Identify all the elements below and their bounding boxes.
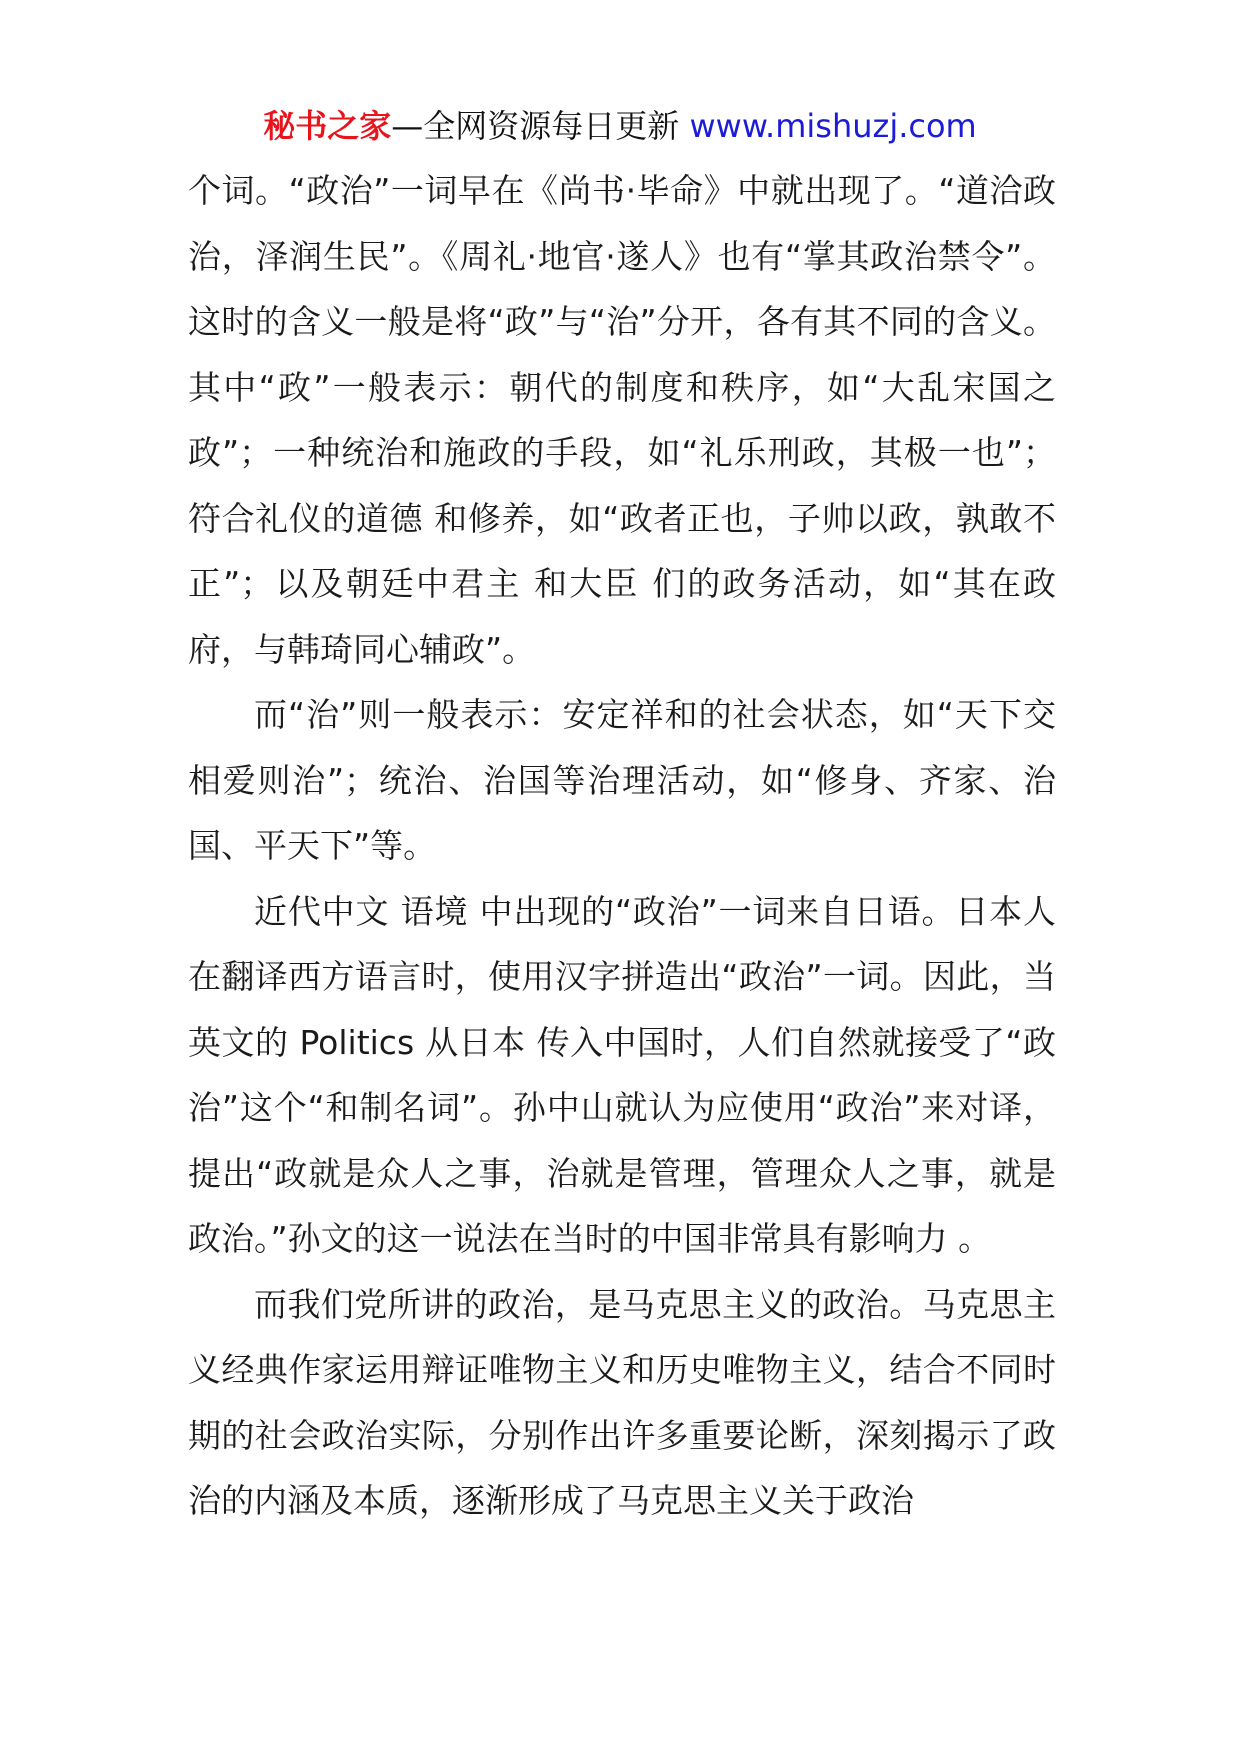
page-header [0, 104, 1240, 148]
paragraph-continued: 个词。“政治”一词早在《尚书·毕命》中就出现了。“道洽政治，泽润生民”。《周礼·地官·遂人》也有“掌其政治禁令”。这时的含义一般是将“政”与“治”分开，各有其不同的含义。其中“政”一般表示：朝代的制度和秩序，如“大乱宋国之政”；一种统治和施政的手段，如“礼乐刑政，其极一也”；符合礼仪的道德 和修养，如“政者正也，子帅以政，孰敢不正”；以及朝廷中君主 和大臣 们的政务活动，如“其在政府，与韩琦同心辅政”。 [188, 171, 1056, 669]
header-tagline: —全网资源每日更新 [391, 107, 680, 145]
site-url-link[interactable]: www.mishuzj.com [689, 107, 977, 145]
brand-name: 秘书之家 [263, 107, 392, 145]
paragraph: 而“治”则一般表示：安定祥和的社会状态，如“天下交相爱则治”；统治、治国等治理活动，如“修身、齐家、治国、平天下”等。 [188, 695, 1056, 865]
paragraph: 近代中文 语境 中出现的“政治”一词来自日语。日本人 在翻译西方语言时，使用汉字拼造出“政治”一词。因此，当英文的 Politics 从日本 传入中国时，人们自然就接受了“政治”这个“和制名词”。孙中山就认为应使用“政治”来对译，提出“政就是众人之事，治就是管理，管理众人之事，就是政治。”孙文的这一说法在当时的中国非常具有影响力 。 [188, 891, 1056, 1258]
document-body [188, 158, 1056, 1534]
paragraph: 而我们党所讲的政治，是马克思主义的政治。马克思主义经典作家运用辩证唯物主义和历史唯物主义，结合不同时期的社会政治实际，分别作出许多重要论断，深刻揭示了政治的内涵及本质，逐渐形成了马克思主义关于政治 [188, 1284, 1056, 1520]
